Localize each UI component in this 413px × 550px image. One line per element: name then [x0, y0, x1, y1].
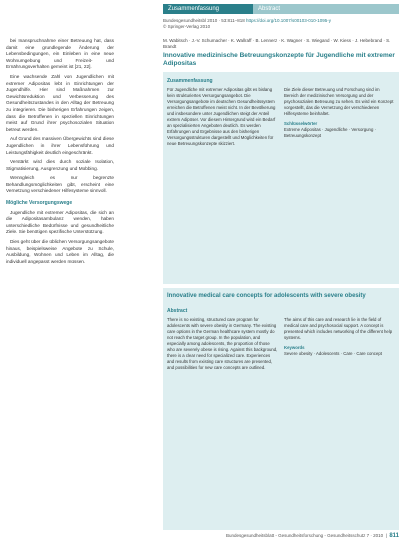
abstract-en-col1: [167, 317, 278, 373]
abstract-de-heading: Zusammenfassung: [167, 78, 213, 84]
section-heading: Mögliche Versorgungswege: [6, 200, 73, 207]
abstract-text: There is no existing, structured care program for adolescents with severe obesity in Germany. The existing care options in the German healthcare system mostly do not reach the target group. In the population, and especially among adolescents, the proportion of those who are severely obese is rising. Against this background, there is a clear need for specialized care. Experiences and results from existing care structures are presented, and possibilities for new care concepts are outlined.: [167, 317, 278, 370]
paragraph: Jugendliche mit extremer Adipositas, die sich an die Adipositasambulanz wenden, haben unterschiedliche Bedürfnisse und gesundheitliche Ziele. Sie benötigen spezifische Unterstützung.: [6, 209, 114, 235]
abstract-en-heading: Abstract: [167, 308, 188, 314]
keywords-label: Keywords: [284, 345, 305, 350]
paragraph: Eine wachsende Zahl von Jugendlichen mit extremer Adipositas lebt in Einrichtungen der Jugendhilfe. Hier sind Maßnahmen zur Gewichtsreduktion und Verbesserung des Gesundheitszustandes in den Alltag der Betreuung zu integrieren. Die bisherigen Erfahrungen zeigen, dass die Betroffenen in speziellen Einrichtungen meist auf Grund ihrer psychosozialen Situation betreut werden.: [6, 73, 114, 132]
abstract-en-box: [163, 288, 399, 530]
keywords: Extreme Adipositas · Jugendliche · Versorgung · Betreuungskonzept: [284, 127, 376, 138]
abstract-text: Die Ziele dieser Betreuung und Forschung sind im Bereich der medizinischen Versorgung und der psychosozialen Betreuung zu sehen. Es wird ein Konzept vorgestellt, das die Vernetzung der verschiedenen Hilfesysteme beinhaltet.: [284, 87, 394, 116]
paragraph: Wenngleich es nur begrenzte Behandlungsmöglichkeiten gibt, erscheint eine Vernetzung verschiedener Hilfesysteme sinnvoll.: [6, 175, 114, 194]
abstract-text: The aims of this care and research lie in the field of medical care and psychosocial support. A concept is presented which includes networking of the different help systems.: [284, 317, 393, 340]
paragraph: Verstärkt wird dies durch soziale Isolation, Stigmatisierung, Ausgrenzung und Mobbing.: [6, 159, 114, 171]
abstract-header-bar: [163, 4, 399, 14]
footer-journal: Bundesgesundheitsblatt - Gesundheitsforschung - Gesundheitsschutz 7 · 2010: [226, 533, 384, 538]
abstract-en-col2: [284, 317, 395, 373]
tab-zusammenfassung: Zusammenfassung: [163, 4, 253, 14]
citation-meta: [163, 18, 399, 30]
left-column-text: [6, 38, 114, 268]
doi-link[interactable]: https://doi.org/10.1007/s00103-010-1095-y: [246, 18, 332, 23]
abstract-de-col2: [284, 87, 395, 149]
article-title-de: Innovative medizinische Betreuungskonzepte für Jugendliche mit extremer Adipositas: [163, 52, 395, 67]
article-title-en: Innovative medical care concepts for adolescents with severe obesity: [167, 293, 366, 299]
paragraph: Dies geht über die üblichen Versorgungsangebote hinaus, beispielsweise Angebote zu Schule, Ausbildung, Wohnen und Leben im Alltag, die individuell angepasst werden müssen.: [6, 239, 114, 264]
abstract-de-box: [163, 72, 399, 284]
author-list: M. Wabitsch · J.-V. Schumacher · K. Wallraff · B. Lennerz · K. Wagner · S. Wiegand · W. Kiess · J. Hebebrand · S. Brandt: [163, 38, 391, 49]
keywords-label: Schlüsselwörter: [284, 121, 318, 126]
journal-citation: Bundesgesundheitsbl 2010 · 53:811–818: [163, 18, 245, 23]
page-number: 811: [389, 533, 399, 539]
abstract-de-col1: [167, 87, 278, 149]
abstract-text: Für Jugendliche mit extremer Adipositas gibt es bislang kein strukturiertes Versorgungsangebot. Die Versorgungsangebote im deutschen Gesundheitssystem erreichen die Betroffenen meist nicht. In der Bevölkerung und insbesondere unter Jugendlichen steigt der Anteil extrem Adipöser. Vor diesem Hintergrund wird ein Bedarf an spezialisierten Angeboten deutlich. Es werden Erfahrungen und Ergebnisse aus den bisherigen Versorgungsstrukturen dargestellt und Möglichkeiten für neue Betreuungskonzepte skizziert.: [167, 87, 276, 146]
keywords: Severe obesity · Adolescents · Care · Care concept: [284, 351, 382, 356]
paragraph: Auf Grund des massiven Übergewichts sind diese Jugendlichen in ihrer Lebensführung und Leistungsfähigkeit deutlich eingeschränkt.: [6, 136, 114, 155]
tab-abstract: Abstract: [253, 4, 399, 14]
paragraph: bei Inanspruchnahme einer Betreuung hat, dass damit eine grundlegende Änderung der Lebensbedingungen, ein Einleben in eine neue Wohnumgebung und Freizeit- und Ernährungsverhalten gemeint ist [21, 22].: [6, 38, 114, 70]
copyright: © Springer-Verlag 2010: [163, 24, 211, 29]
page-footer: Bundesgesundheitsblatt - Gesundheitsforschung - Gesundheitsschutz 7 · 2010 | 811: [226, 533, 399, 539]
